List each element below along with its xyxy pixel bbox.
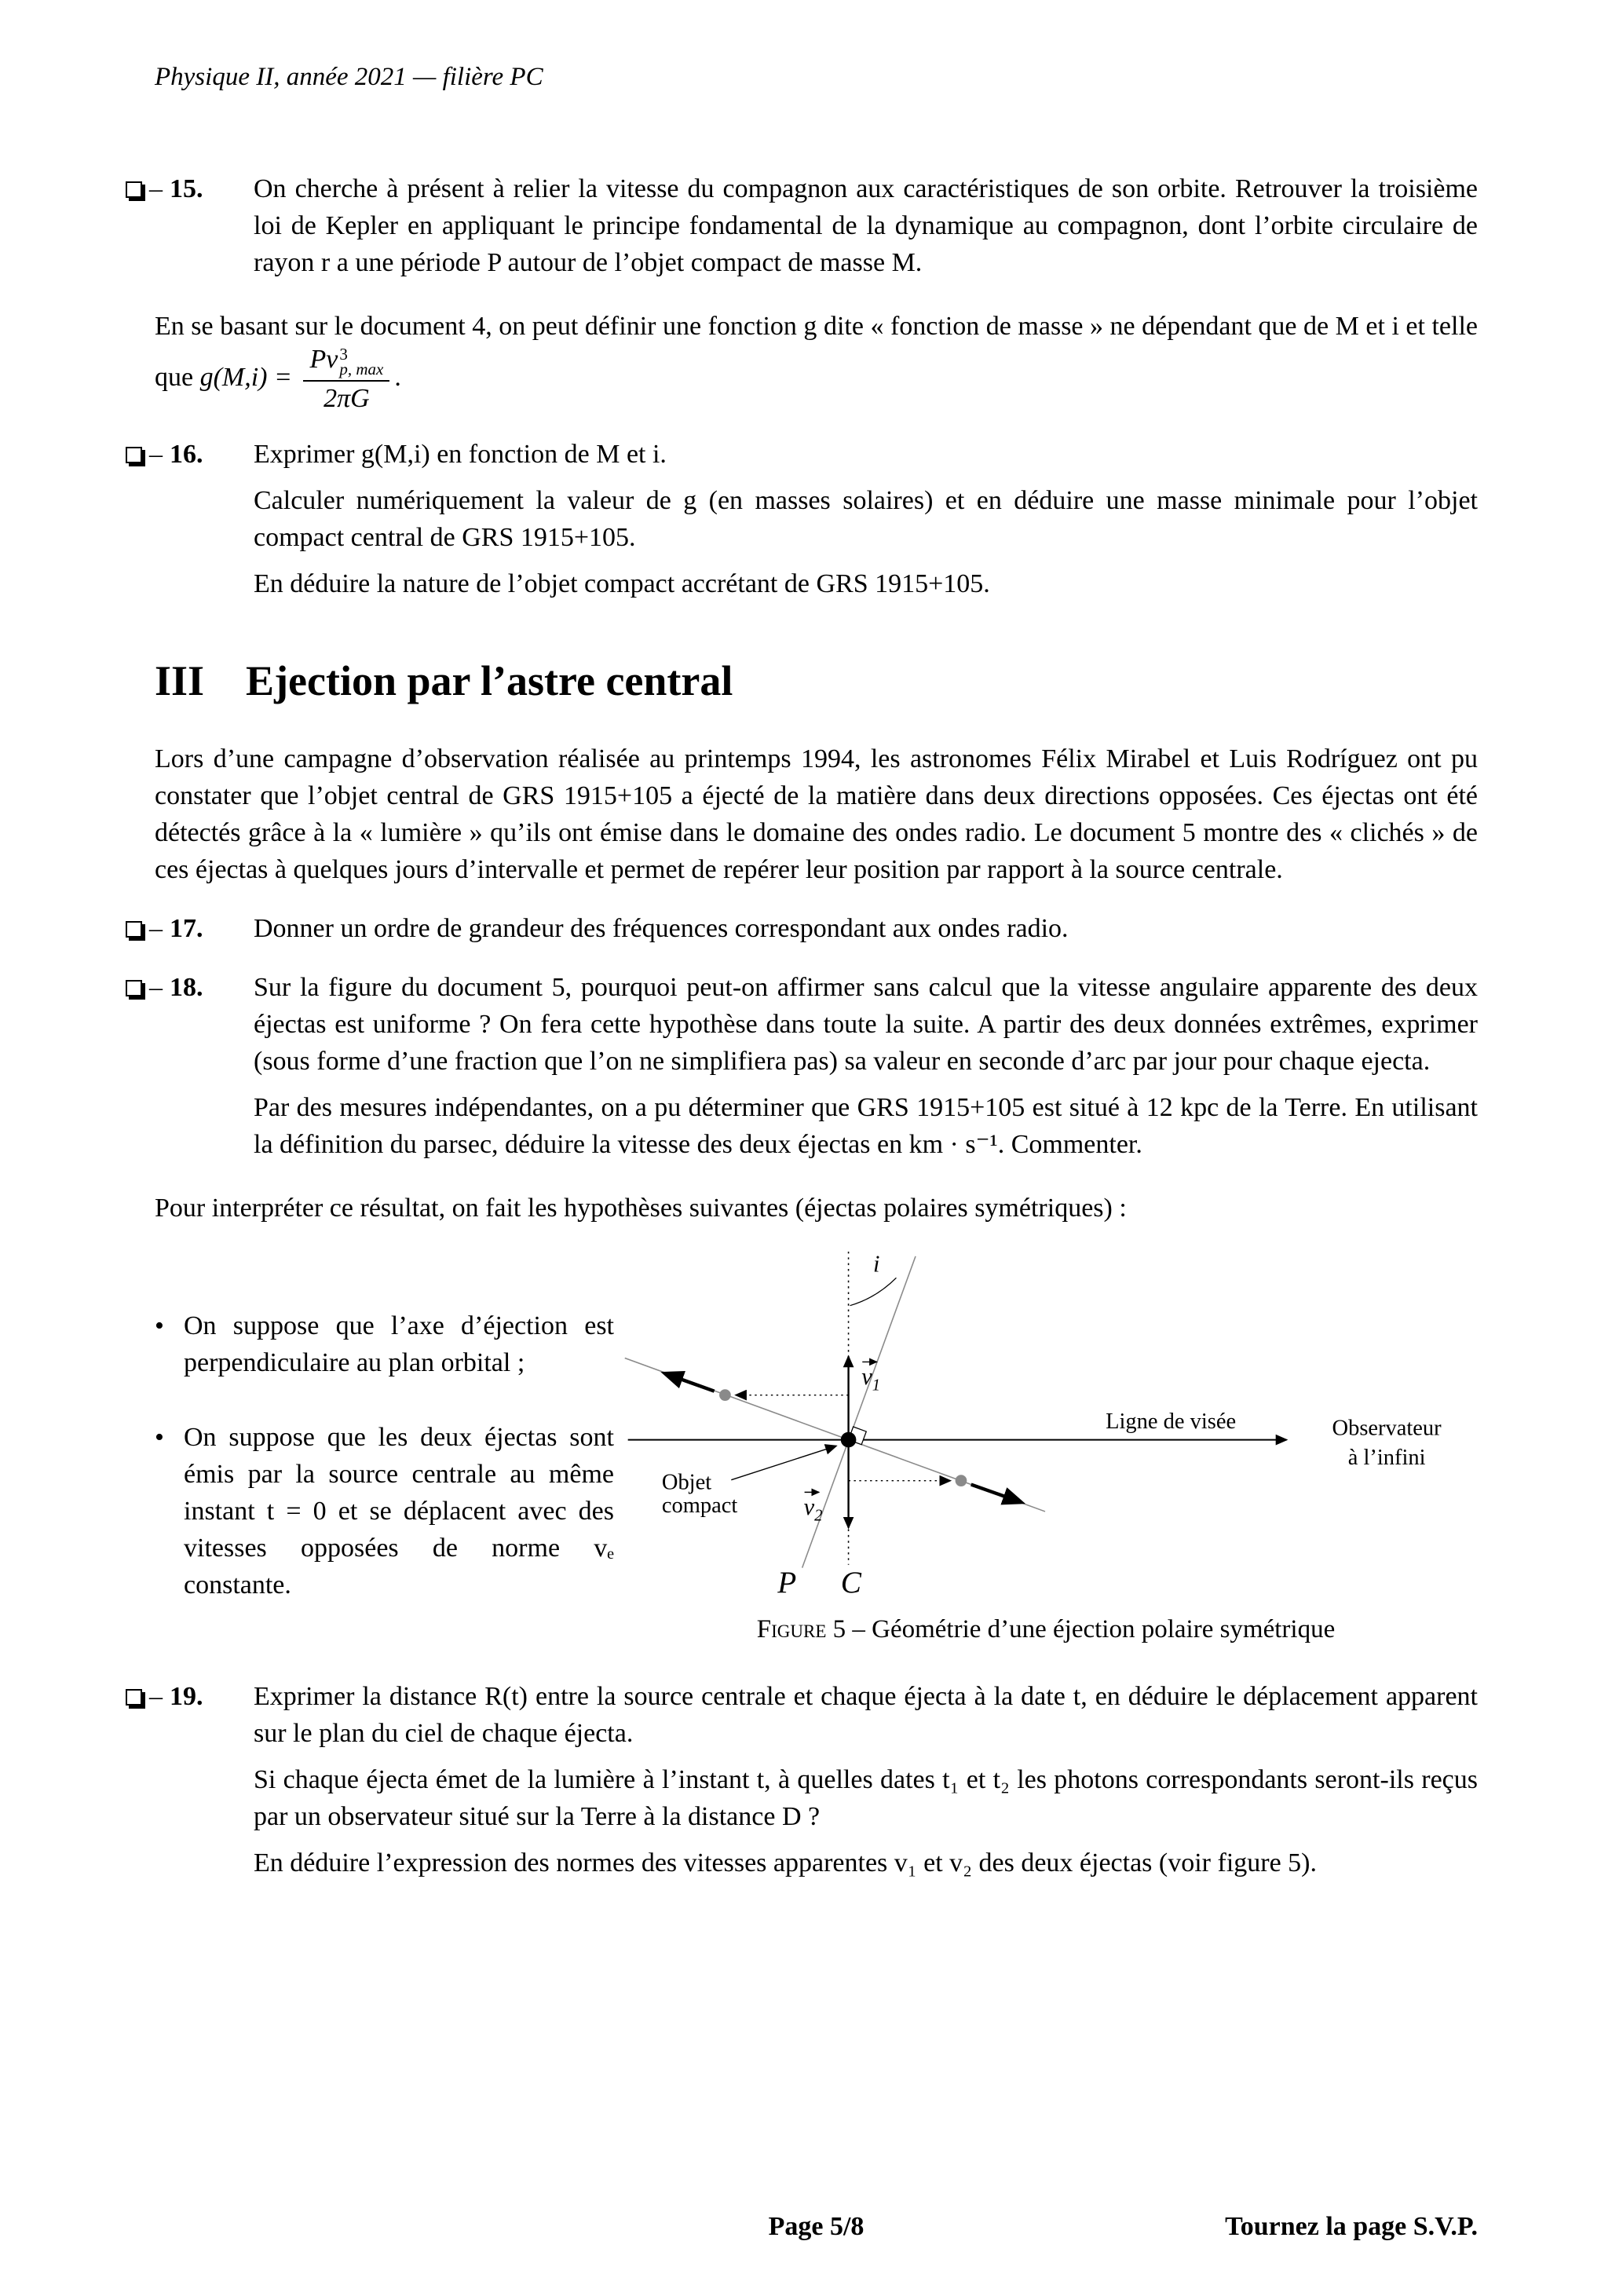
question-16-text-1: Exprimer g(M,i) en fonction de M et i. (254, 440, 667, 470)
compact-object-label-line1: Objet (661, 1470, 712, 1495)
hypotheses-and-figure (126, 1241, 1478, 1648)
question-number: 15. (170, 174, 203, 203)
numerator-base: Pv (309, 345, 338, 374)
page-number: Page 5/8 (768, 2212, 865, 2241)
mass-function-fraction (303, 345, 389, 414)
hypotheses-list (155, 1241, 614, 1648)
ejecta2-dot (956, 1475, 967, 1487)
running-header: Physique II, année 2021 — filière PC (155, 63, 543, 91)
question-number: 16. (170, 440, 203, 470)
ejecta1-velocity-arrow (665, 1374, 715, 1392)
question-19-text-2: Si chaque éjecta émet de la lumière à l’instant t, à quelles dates t₁ et t₂ les photons correspondants seront-ils reçus par un observateur situé sur la Terre à la distance D ? (254, 1765, 1478, 1832)
fraction-numerator (303, 345, 389, 382)
caption-prefix: Figure 5 (756, 1615, 846, 1644)
compact-object-label-line2: compact (661, 1493, 738, 1519)
checkbox-icon (126, 447, 142, 463)
question-19-label (126, 1678, 254, 1715)
question-dash: – (149, 174, 163, 203)
question-dash: – (149, 1682, 163, 1712)
compact-object-pointer (731, 1446, 836, 1480)
question-19-text-3: En déduire l’expression des normes des vitesses apparentes v₁ et v₂ des deux éjectas (voir figure 5). (254, 1848, 1318, 1878)
question-number: 18. (170, 973, 203, 1003)
question-18-text-2: Par des mesures indépendantes, on a pu déterminer que GRS 1915+105 est situé à 12 kpc de la Terre. En utilisant la définition du parsec, déduire la vitesse des deux éjectas en km · s⁻¹. Commenter. (254, 1093, 1478, 1160)
question-18-text-1: Sur la figure du document 5, pourquoi peut-on affirmer sans calcul que la vitesse angulaire apparente des deux éjectas est uniforme ? On fera cette hypothèse dans toute la suite. A partir des deux données extrêmes, exprimer (sous forme d’une fraction que l’on ne simplifiera pas) sa valeur en seconde d’arc par jour pour chaque ejecta. (254, 973, 1478, 1077)
angle-label: i (873, 1250, 880, 1278)
hypotheses-intro: Pour interpréter ce résultat, on fait les hypothèses suivantes (éjectas polaires symétriques) : (155, 1194, 1127, 1223)
compact-object-dot (841, 1432, 857, 1448)
angle-arc (850, 1278, 897, 1306)
figure-5-diagram (614, 1241, 1478, 1603)
turn-page-notice: Tournez la page S.V.P. (1225, 2212, 1478, 2241)
question-16-body (254, 436, 1478, 602)
question-dash: – (149, 914, 163, 944)
question-18-body (254, 969, 1478, 1163)
line-of-sight-label: Ligne de visée (1106, 1409, 1237, 1435)
mass-function-paragraph (155, 308, 1478, 414)
figure-5-caption (614, 1611, 1478, 1648)
figure-5 (614, 1241, 1478, 1648)
observer-label-line2: à l’infini (1347, 1446, 1426, 1471)
mass-function-lhs: g(M,i) = (199, 363, 292, 393)
bullet-1-text: On suppose que l’axe d’éjection est perpendiculaire au plan orbital ; (184, 1311, 614, 1378)
section-heading (155, 657, 1478, 704)
question-number: 17. (170, 914, 203, 944)
section-title: Ejection par l’astre central (246, 657, 733, 705)
bullet-icon: • (155, 1311, 164, 1341)
page-footer (126, 2208, 1478, 2245)
question-dash: – (149, 973, 163, 1003)
question-19-text-1: Exprimer la distance R(t) entre la source centrale et chaque éjecta à la date t, en déduire le déplacement apparent sur le plan du ciel de chaque éjecta. (254, 1682, 1478, 1749)
fraction-denominator: 2πG (324, 384, 370, 414)
checkbox-icon (126, 181, 142, 198)
numerator-supsub (339, 344, 384, 379)
caption-dash: – (852, 1615, 865, 1644)
numerator-subscript: p, max (339, 360, 384, 379)
mass-function-period: . (394, 363, 401, 393)
question-dash: – (149, 440, 163, 470)
question-19-body (254, 1678, 1478, 1881)
ejecta1-dot (719, 1390, 731, 1402)
plane-p-label: P (777, 1566, 797, 1600)
numerator-exponent: 3 (339, 344, 348, 364)
question-19 (126, 1678, 1478, 1881)
question-16 (126, 436, 1478, 602)
bullet-item-1 (155, 1307, 614, 1381)
question-16-text-3: En déduire la nature de l’objet compact accrétant de GRS 1915+105. (254, 569, 990, 599)
plane-c-label: C (840, 1566, 861, 1600)
question-17-body (254, 910, 1478, 947)
question-15-label (126, 170, 254, 207)
observer-label-line1: Observateur (1332, 1417, 1442, 1442)
question-15-text: On cherche à présent à relier la vitesse du compagnon aux caractéristiques de son orbite. Retrouver la troisième loi de Kepler en appliquant le principe fondamental de la dynamique au compagnon, dont l’orbite circulaire de rayon r a une période P autour de l’objet compact de masse M. (254, 174, 1478, 277)
section-intro: Lors d’une campagne d’observation réalisée au printemps 1994, les astronomes Félix Mirabel et Luis Rodríguez ont pu constater que l’objet central de GRS 1915+105 a éjecté de la matière dans deux directions opposées. Ces éjectas ont été détectés grâce à la « lumière » qu’ils ont émise dans le domaine des ondes radio. Le document 5 montre des « clichés » de ces éjectas à quelques jours d’intervalle et permet de repérer leur position par rapport à la source centrale. (155, 744, 1478, 885)
question-18 (126, 969, 1478, 1163)
bullet-item-2 (155, 1419, 614, 1603)
v1-label: $v_1$ (861, 1363, 881, 1395)
bullet-2-text: On suppose que les deux éjectas sont émis par la source centrale au même instant t = 0 et se déplacent avec des vitesses opposées de norme vₑ constante. (184, 1423, 614, 1600)
bullet-icon: • (155, 1423, 164, 1453)
question-16-label (126, 436, 254, 473)
question-17-label (126, 910, 254, 947)
question-number: 19. (170, 1682, 203, 1712)
checkbox-icon (126, 1689, 142, 1706)
question-15 (126, 170, 1478, 281)
question-16-text-2: Calculer numériquement la valeur de g (en masses solaires) et en déduire une masse minimale pour l’objet compact central de GRS 1915+105. (254, 486, 1478, 553)
question-17 (126, 910, 1478, 947)
checkbox-icon (126, 980, 142, 996)
section-number: III (155, 657, 205, 705)
question-18-label (126, 969, 254, 1006)
question-15-body (254, 170, 1478, 281)
checkbox-icon (126, 921, 142, 938)
question-17-text: Donner un ordre de grandeur des fréquences correspondant aux ondes radio. (254, 914, 1069, 944)
v2-label: $v_2$ (803, 1493, 823, 1526)
ejecta2-velocity-arrow (971, 1485, 1022, 1503)
caption-text: Géométrie d’une éjection polaire symétrique (872, 1615, 1336, 1644)
mass-function-text: En se basant sur le document 4, on peut définir une fonction g dite « fonction de masse » ne dépendant que de M et i et telle que (155, 312, 1478, 393)
